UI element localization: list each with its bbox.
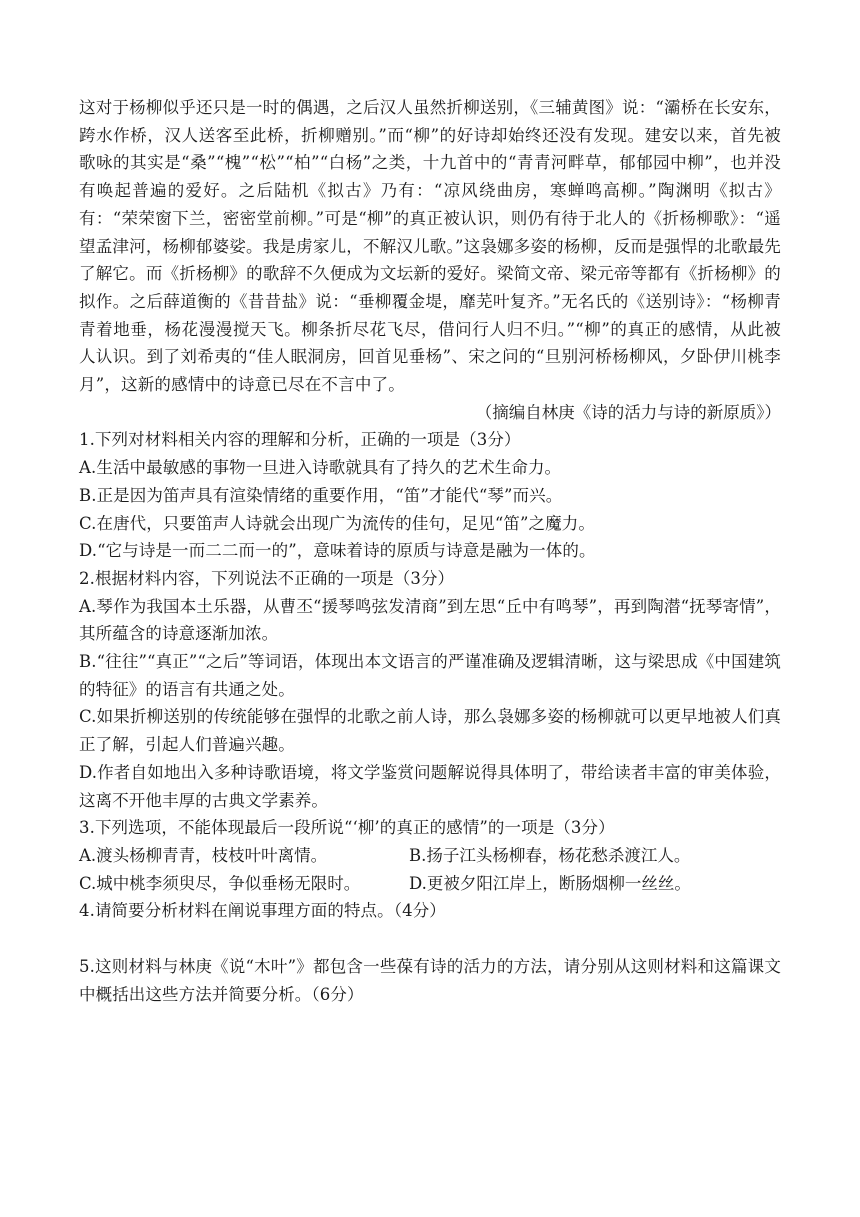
question-3-options-row-1 (79, 842, 781, 870)
question-1-option-c: C.在唐代，只要笛声人诗就会出现广为流传的佳句，足见“笛”之魔力。 (79, 513, 595, 533)
question-3-option-b: B.扬子江头杨柳春，杨花愁杀渡江人。 (409, 845, 691, 865)
question-1-option-d: D.“它与诗是一而二二而一的”，意味着诗的原质与诗意是融为一体的。 (79, 541, 596, 561)
question-3-option-a: A.渡头杨柳青青，枝枝叶叶离情。 (79, 845, 328, 865)
question-3-option-d: D.更被夕阳江岸上，断肠烟柳一丝丝。 (409, 873, 691, 893)
question-1-stem: 1.下列对材料相关内容的理解和分析，正确的一项是（3分） (79, 430, 521, 450)
question-2-option-a: A.琴作为我国本土乐器，从曹丕“援琴鸣弦发清商”到左思“丘中有鸣琴”，再到陶潜“抚琴寄情”，其所蕴含的诗意逐渐加浓。 (79, 596, 781, 644)
question-3 (79, 814, 781, 897)
passage-body: 这对于杨柳似乎还只是一时的偶遇，之后汉人虽然折柳送别，《三辅黄图》说：“灞桥在长安东，跨水作桥，汉人送客至此桥，折柳赠别。”而“柳”的好诗却始终还没有发现。建安以来，首先被歌咏的其实是“桑”“槐”“松”“柏”“白杨”之类，十九首中的“青青河畔草，郁郁园中柳”，也并没有唤起普遍的爱好。之后陆机《拟古》乃有：“凉风绕曲房，寒蝉鸣高柳。”陶渊明《拟古》有：“荣荣窗下兰，密密堂前柳。”可是“柳”的真正被认识，则仍有待于北人的《折杨柳歌》：“遥望孟津河，杨柳郁婆娑。我是虏家儿，不解汉儿歌。”这袅娜多姿的杨柳，反而是强悍的北歌最先了解它。而《折杨柳》的歌辞不久便成为文坛新的爱好。梁简文帝、梁元帝等都有《折杨柳》的拟作。之后薛道衡的《昔昔盐》说：“垂柳覆金堤，靡芜叶复齐。”无名氏的《送别诗》：“杨柳青青着地垂，杨花漫漫搅天飞。柳条折尽花飞尽，借问行人归不归。”“柳”的真正的感情，从此被人认识。到了刘希夷的“佳人眠洞房，回首见垂杨”、宋之问的“旦别河桥杨柳风，夕卧伊川桃李月”，这新的感情中的诗意已尽在不言中了。 (79, 98, 781, 395)
question-2-option-d: D.作者自如地出入多种诗歌语境，将文学鉴赏问题解说得具体明了，带给读者丰富的审美体验，这离不开他丰厚的古典文学素养。 (79, 762, 781, 810)
question-1-option-b: B.正是因为笛声具有渲染情绪的重要作用，“笛”才能代“琴”而兴。 (79, 485, 563, 505)
question-2-option-b: B.“往往”“真正”“之后”等词语，体现出本文语言的严谨准确及逻辑清晰，这与梁思成《中国建筑的特征》的语言有共通之处。 (79, 652, 781, 699)
question-4-stem: 4.请简要分析材料在阐说事理方面的特点。（4分） (79, 901, 446, 921)
question-2 (79, 565, 781, 814)
question-1 (79, 426, 781, 565)
question-1-option-a: A.生活中最敏感的事物一旦进入诗歌就具有了持久的艺术生命力。 (79, 458, 562, 478)
question-3-stem: 3.下列选项，不能体现最后一段所说“‘柳’的真正的感情”的一项是（3分） (79, 818, 615, 838)
question-5 (79, 953, 781, 1008)
question-5-stem: 5.这则材料与林庚《说“木叶”》都包含一些葆有诗的活力的方法，请分别从这则材料和这篇课文中概括出这些方法并简要分析。（6分） (79, 957, 781, 1004)
document-page (79, 94, 781, 1009)
question-2-stem: 2.根据材料内容，下列说法不正确的一项是（3分） (79, 568, 455, 588)
question-3-options-row-2 (79, 870, 781, 898)
question-3-option-c: C.城中桃李须臾尽，争似垂杨无限时。 (79, 873, 361, 893)
question-2-option-c: C.如果折柳送别的传统能够在强悍的北歌之前人诗，那么袅娜多姿的杨柳就可以更早地被人们真正了解，引起人们普遍兴趣。 (79, 707, 781, 755)
question-4 (79, 897, 781, 925)
passage-source: （摘编自林庚《诗的活力与诗的新原质》） (475, 402, 781, 422)
answer-space (79, 925, 781, 953)
